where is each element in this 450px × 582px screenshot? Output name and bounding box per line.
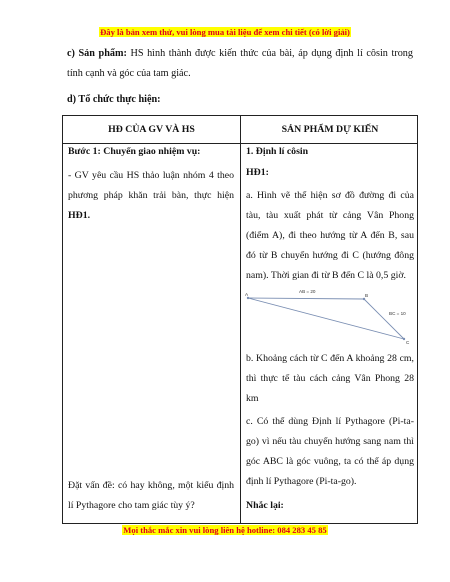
- header-teacher-student-activity: HĐ CỦA GV VÀ HS: [108, 124, 195, 135]
- point-c: [403, 338, 405, 340]
- activity-table: [62, 115, 418, 524]
- segment-ab: [248, 298, 364, 299]
- label-b: B: [365, 293, 369, 298]
- section-c-label: c) Sản phẩm:: [67, 48, 127, 59]
- label-bc: BC = 10: [389, 311, 406, 316]
- label-ab: AB = 20: [299, 289, 316, 294]
- recall-label: Nhắc lại:: [246, 500, 284, 511]
- cosine-law-title: 1. Định lí côsin: [246, 146, 309, 157]
- hotline-banner-text: Mọi thắc mắc xin vui lòng liên hệ hotline: 084 283 45 85: [123, 525, 327, 535]
- problem-question: Đặt vấn đề: có hay không, một kiểu định lí Pythagore cho tam giác tùy ý?: [68, 480, 234, 511]
- segment-ac: [248, 298, 404, 339]
- header-expected-product: SẢN PHẨM DỰ KIẾN: [281, 124, 379, 135]
- hd1-title: HĐ1:: [246, 167, 269, 178]
- point-a: [247, 297, 249, 299]
- step-1-title: Bước 1: Chuyển giao nhiệm vụ:: [68, 146, 201, 157]
- task-prefix: - GV yêu cầu HS thảo luận nhóm 4 theo phương pháp khăn trải bàn, thực hiện: [68, 170, 234, 201]
- answer-b: b. Khoảng cách từ C đến A khoảng 28 cm, thì thực tế tàu cách cảng Vân Phong 28 km: [246, 353, 414, 404]
- route-diagram: [244, 281, 416, 351]
- section-c-text: HS hình thành được kiến thức của bài, áp dụng định lí côsin trong tính cạnh và góc của tam giác.: [67, 48, 413, 79]
- answer-c: c. Có thể dùng Định lí Pythagore (Pi-ta-go) vì nếu tàu chuyển hướng sang nam thì góc ABC là góc vuông, ta có thể áp dụng định lí Pythagore (Pi-ta-go).: [246, 416, 414, 487]
- task-hd1: HĐ1.: [68, 210, 91, 221]
- label-c: C: [406, 340, 410, 345]
- section-d-paragraph: [67, 90, 413, 110]
- task-description: [68, 166, 234, 226]
- label-a: A: [245, 292, 249, 297]
- hotline-banner: [0, 524, 450, 536]
- preview-banner-text: Đây là bản xem thử, vui lòng mua tài liệu để xem chi tiết (có lời giải): [100, 27, 350, 37]
- column-divider: [240, 116, 241, 523]
- section-d-label: d) Tổ chức thực hiện:: [67, 94, 161, 105]
- point-b: [363, 298, 365, 300]
- answer-a: a. Hình vẽ thể hiện sơ đồ đường đi của tàu, tàu xuất phát từ cảng Vân Phong (điểm A), đi theo hướng từ A đến B, sau đó từ B chuyển hướng đi C (hướng đông nam). Thời gian đi từ B đến C là 0,5 giờ.: [246, 190, 414, 281]
- preview-banner: [0, 26, 450, 38]
- section-c-paragraph: [67, 44, 413, 84]
- segment-bc: [364, 299, 404, 339]
